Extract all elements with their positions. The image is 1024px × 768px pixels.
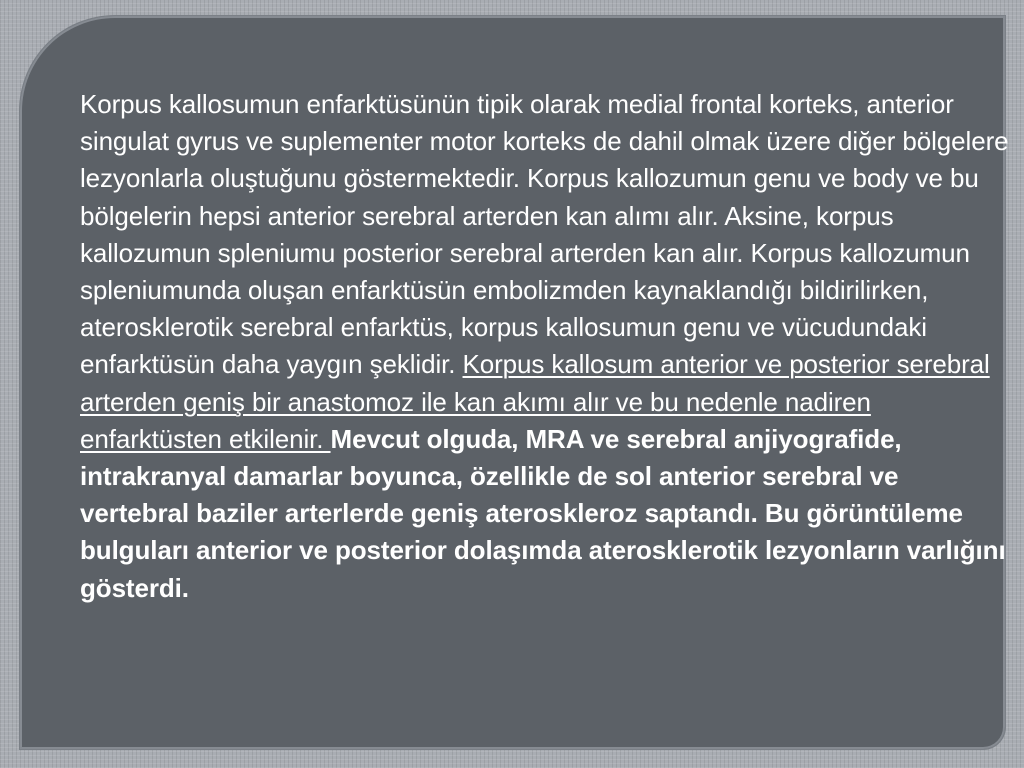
underlined-text: Korpus kallosum anterior ve posterior serebral arterden geniş bir anastomoz ile kan akımı alır ve bu nedenle nadiren enfarktüsten etkilenir.: [80, 349, 990, 454]
slide-content-panel: [20, 16, 1009, 749]
body-paragraph: [80, 86, 1010, 607]
bold-text: Mevcut olguda, MRA ve serebral anjiyografide, intrakranyal damarlar boyunca, özellikle de sol anterior serebral ve vertebral baziler arterlerde geniş ateroskleroz saptandı. Bu görüntüleme bulguları anterior ve posterior dolaşımda aterosklerotik lezyonların varlığını gösterdi.: [80, 423, 1006, 603]
intro-text: Korpus kallosumun enfarktüsünün tipik olarak medial frontal korteks, anterior singulat gyrus ve suplementer motor korteks de dahil olmak üzere diğer bölgelere lezyonlarla oluştuğunu göstermektedir. Korpus kallozumun genu ve body ve bu bölgelerin hepsi anterior serebral arterden kan alımı alır. Aksine, korpus kallozumun spleniumu posterior serebral arterden kan alır. Korpus kallozumun spleniumunda oluşan enfarktüsün embolizmden kaynaklandığı bildirilirken, aterosklerotik serebral enfarktüs, korpus kallosumun genu ve vücudundaki enfarktüsün daha yaygın şeklidir.: [80, 89, 1009, 380]
